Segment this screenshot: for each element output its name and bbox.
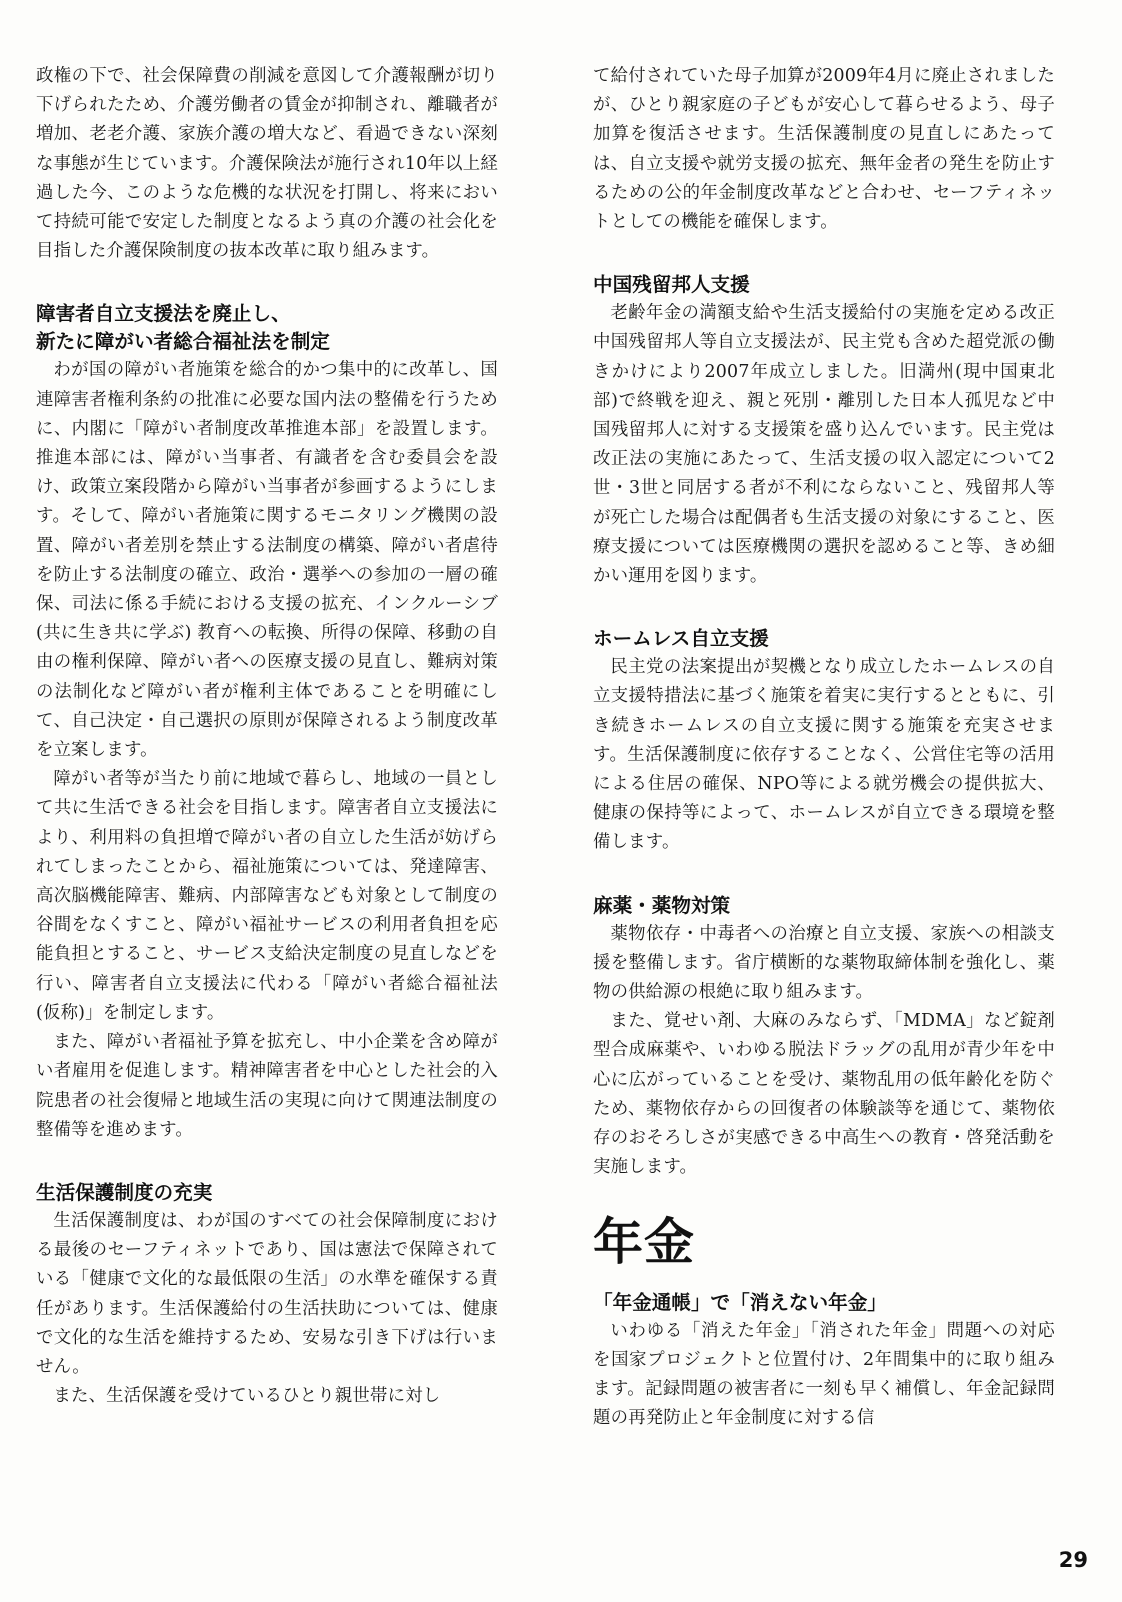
china-support-heading: 中国残留邦人支援 bbox=[593, 273, 750, 297]
left-column bbox=[36, 62, 498, 1411]
disability-paragraph-1: わが国の障がい者施策を総合的かつ集中的に改革し、国連障害者権利条約の批准に必要な国内法の整備を行うために、内閣に「障がい者制度改革推進本部」を設置します。推進本部には、障がい当事者、有識者を含む委員会を設け、政策立案段階から障がい当事者が参画するようにします。そして、障がい者施策に関するモニタリング機関の設置、障がい者差別を禁止する法制度の構築、障がい者虐待を防止する法制度の確立、政治・選挙への参加の一層の確保、司法に係る手続における支援の拡充、インクルーシブ(共に生き共に学ぶ) 教育への転換、所得の保障、移動の自由の権利保障、障がい者への医療支援の見直し、難病対策の法制化など障がい者が権利主体であることを明確にして、自己決定・自己選択の原則が保障されるよう制度改革を立案します。 bbox=[36, 360, 498, 761]
drugs-paragraph-2: また、覚せい剤、大麻のみならず、「MDMA」など錠剤型合成麻薬や、いわゆる脱法ドラッグの乱用が青少年を中心に広がっていることを受け、薬物乱用の低年齢化を防ぐため、薬物依存からの回復者の体験談等を通じて、薬物依存のおそろしさが実感できる中高生への教育・啓発活動を実施します。 bbox=[593, 1011, 1055, 1178]
pension-section-title: 年金 bbox=[593, 1212, 695, 1271]
welfare-paragraph-1: 生活保護制度は、わが国のすべての社会保障制度における最後のセーフティネットであり、国は憲法で保障されている「健康で文化的な最低限の生活」の水準を確保する責任があります。生活保護給付の生活扶助については、健康で文化的な生活を維持するため、安易な引き下げは行いません。 bbox=[36, 1210, 498, 1377]
drugs-paragraph-1: 薬物依存・中毒者への治療と自立支援、家族への相談支援を整備します。省庁横断的な薬物取締体制を強化し、薬物の供給源の根絶に取り組みます。 bbox=[593, 923, 1055, 1003]
homeless-paragraph: 民主党の法案提出が契機となり成立したホームレスの自立支援特措法に基づく施策を着実に実行するとともに、引き続きホームレスの自立支援に関する施策を充実させます。生活保護制度に依存することなく、公営住宅等の活用による住居の確保、NPO等による就労機会の提供拡大、健康の保持等によって、ホームレスが自立できる環境を整備します。 bbox=[593, 657, 1055, 853]
care-insurance-paragraph: 政権の下で、社会保障費の削減を意図して介護報酬が切り下げられたため、介護労働者の賃金が抑制され、離職者が増加、老老介護、家族介護の増大など、看過できない深刻な事態が生じています。介護保険法が施行され10年以上経過した今、このような危機的な状況を打開し、将来において持続可能で安定した制度となるよう真の介護の社会化を目指した介護保険制度の抜本改革に取り組みます。 bbox=[36, 66, 498, 262]
disability-heading-line1: 障害者自立支援法を廃止し、 bbox=[36, 302, 291, 326]
page-number: 29 bbox=[1058, 1548, 1088, 1572]
disability-heading bbox=[36, 300, 498, 356]
welfare-heading: 生活保護制度の充実 bbox=[36, 1180, 213, 1204]
drugs-heading: 麻薬・薬物対策 bbox=[593, 893, 731, 917]
china-support-paragraph: 老齢年金の満額支給や生活支援給付の実施を定める改正中国残留邦人等自立支援法が、民主党も含めた超党派の働きかけにより2007年成立しました。旧満州(現中国東北部)で終戦を迎え、親と死別・離別した日本人孤児など中国残留邦人に対する支援策を盛り込んでいます。民主党は改正法の実施にあたって、生活支援の収入認定について2世・3世と同居する者が不利にならないこと、残留邦人等が死亡した場合は配偶者も生活支援の対象にすること、医療支援については医療機関の選択を認めること等、きめ細かい運用を図ります。 bbox=[593, 303, 1055, 587]
welfare-continued-paragraph: て給付されていた母子加算が2009年4月に廃止されましたが、ひとり親家庭の子どもが安心して暮らせるよう、母子加算を復活させます。生活保護制度の見直しにあたっては、自立支援や就労支援の拡充、無年金者の発生を防止するための公的年金制度改革などと合わせ、セーフティネットとしての機能を確保します。 bbox=[593, 66, 1055, 233]
pension-heading: 「年金通帳」で「消えない年金」 bbox=[593, 1290, 887, 1314]
disability-heading-line2: 新たに障がい者総合福祉法を制定 bbox=[36, 330, 330, 354]
disability-paragraph-3: また、障がい者福祉予算を拡充し、中小企業を含め障がい者雇用を促進します。精神障害者を中心とした社会的入院患者の社会復帰と地域生活の実現に向けて関連法制度の整備等を進めます。 bbox=[36, 1032, 498, 1140]
welfare-paragraph-2: また、生活保護を受けているひとり親世帯に対し bbox=[53, 1386, 441, 1407]
pension-paragraph: いわゆる「消えた年金」「消された年金」問題への対応を国家プロジェクトと位置付け、2年間集中的に取り組みます。記録問題の被害者に一刻も早く補償し、年金記録問題の再発防止と年金制度に対する信 bbox=[593, 1320, 1055, 1429]
right-column bbox=[593, 62, 1055, 1433]
disability-paragraph-2: 障がい者等が当たり前に地域で暮らし、地域の一員として共に生活できる社会を目指します。障害者自立支援法により、利用料の負担増で障がい者の自立した生活が妨げられてしまったことから、福祉施策については、発達障害、高次脳機能障害、難病、内部障害なども対象として制度の谷間をなくすこと、障がい福祉サービスの利用者負担を応能負担とすること、サービス支給決定制度の見直しなどを行い、障害者自立支援法に代わる「障がい者総合福祉法(仮称)」を制定します。 bbox=[36, 769, 498, 1023]
homeless-heading: ホームレス自立支援 bbox=[593, 627, 769, 651]
